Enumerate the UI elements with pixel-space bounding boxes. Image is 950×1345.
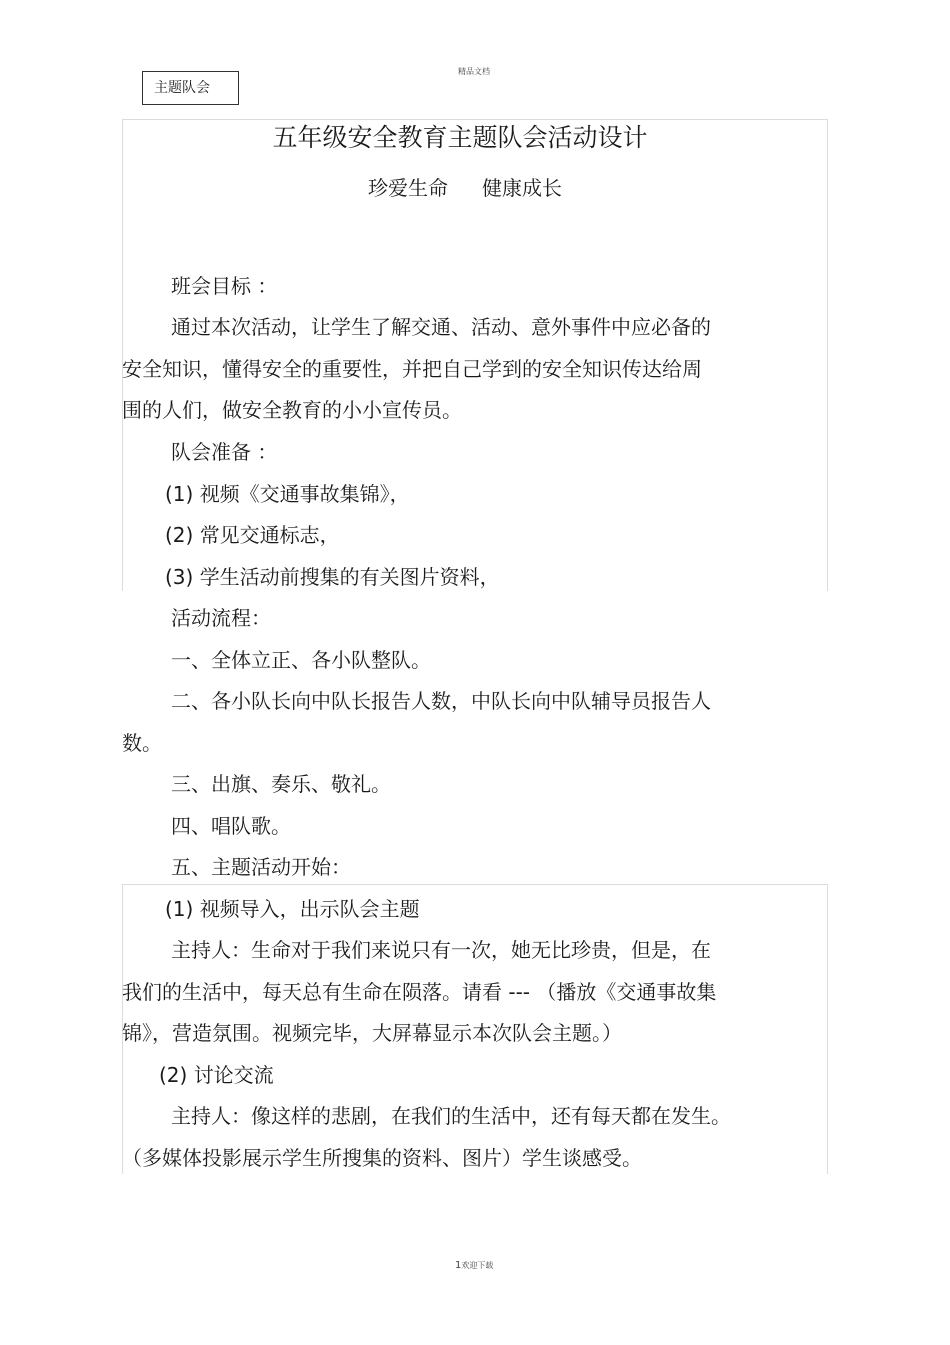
list-item: (1) 视频《交通事故集锦》， [165, 482, 410, 506]
list-item: (2) 常见交通标志， [165, 523, 340, 547]
subtitle-part-1: 珍爱生命 [368, 176, 448, 200]
paragraph-line: 通过本次活动，让学生了解交通、活动、意外事件中应必备的 [171, 315, 711, 339]
process-step: 四、唱队歌。 [171, 814, 291, 838]
topic-tag-box: 主题队会 [142, 71, 239, 105]
process-step-continued: 数。 [122, 731, 162, 755]
paragraph-line: 主持人：生命对于我们来说只有一次，她无比珍贵，但是，在 [171, 938, 711, 962]
page-number: 1 [455, 1260, 462, 1271]
process-step: 三、出旗、奏乐、敬礼。 [171, 772, 391, 796]
section-heading-goal: 班会目标 ： [171, 274, 278, 298]
activity-item: (2) 讨论交流 [159, 1063, 274, 1087]
document-subtitle [368, 172, 562, 201]
paragraph-line: 锦》，营造氛围。视频完毕，大屏幕显示本次队会主题。） [122, 1021, 622, 1045]
paragraph-line: （多媒体投影展示学生所搜集的资料、图片）学生谈感受。 [122, 1146, 642, 1170]
section-heading-preparation: 队会准备 ： [171, 440, 278, 464]
process-step: 一、全体立正、各小队整队。 [171, 648, 431, 672]
paragraph-line: 围的人们，做安全教育的小小宣传员。 [122, 398, 462, 422]
document-title: 五年级安全教育主题队会活动设计 [272, 123, 648, 152]
paragraph-line: 主持人：像这样的悲剧，在我们的生活中，还有每天都在发生。 [171, 1104, 731, 1128]
process-step: 二、各小队长向中队长报告人数，中队长向中队辅导员报告人 [171, 689, 711, 713]
header-note: 精品文档 [458, 67, 490, 76]
paragraph-line: 安全知识，懂得安全的重要性，并把自己学到的安全知识传达给周 [122, 357, 702, 381]
paragraph-line: 我们的生活中，每天总有生命在陨落。请看 --- （播放《交通事故集 [122, 980, 717, 1004]
page-footer [455, 1260, 493, 1271]
list-item: (3) 学生活动前搜集的有关图片资料， [165, 565, 500, 589]
section-heading-process: 活动流程： [171, 606, 271, 630]
subtitle-part-2: 健康成长 [482, 176, 562, 200]
process-step: 五、主题活动开始： [171, 855, 351, 879]
activity-item: (1) 视频导入，出示队会主题 [165, 897, 420, 921]
footer-text: 欢迎下载 [461, 1261, 494, 1270]
